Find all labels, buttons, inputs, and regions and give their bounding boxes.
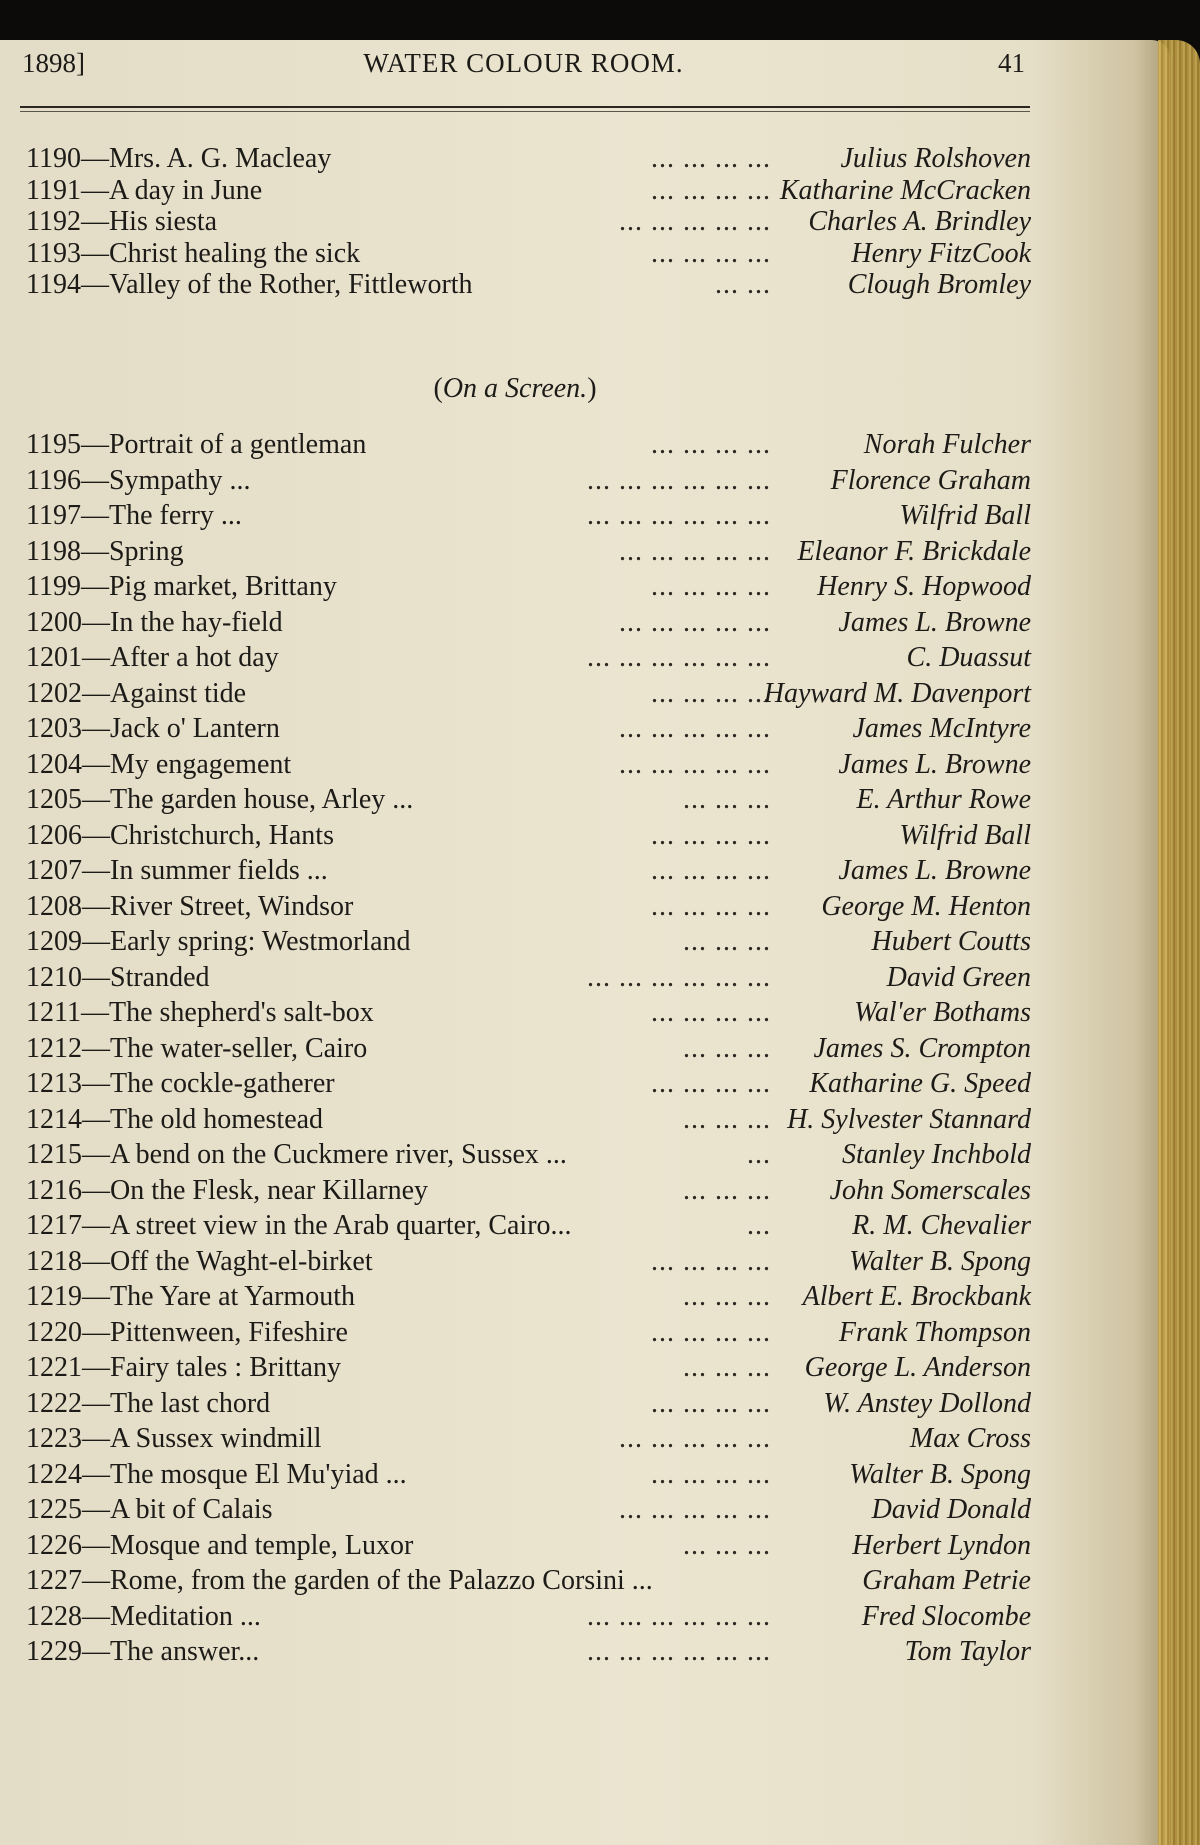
catalogue-entry [26,1386,1031,1422]
entry-artist: Fred Slocombe [861,1600,1031,1632]
leader-dots: ... ... ... ... [651,237,771,269]
entry-artist: Walter B. Spong [849,1245,1031,1277]
entry-title: 1210—Stranded [26,961,210,993]
catalogue-entry [26,1066,1031,1102]
entry-title: 1208—River Street, Windsor [26,890,354,922]
gilt-page-edge [1158,40,1200,1845]
entry-title: 1212—The water-seller, Cairo [26,1032,368,1064]
entry-artist: R. M. Chevalier [852,1210,1031,1241]
leader-dots: ... ... ... ... ... [619,713,771,744]
leader-dots: ... ... ... ... [651,819,771,851]
entry-artist: James L. Browne [838,748,1031,780]
entry-title: 1198—Spring [26,535,184,567]
running-header [22,48,1025,104]
leader-dots: ... ... ... ... ... ... [587,500,771,531]
entry-artist: Norah Fulcher [863,429,1031,460]
entry-title: 1209—Early spring: Westmorland [26,926,411,957]
catalogue-list-on-screen [26,427,1031,1670]
entry-artist: Albert E. Brockbank [802,1281,1031,1312]
leader-dots: ... ... ... ... [651,1458,771,1490]
entry-artist: Wilfrid Ball [899,500,1031,531]
leader-dots: ... ... ... ... [651,1316,771,1348]
catalogue-entry [26,206,1031,238]
subheading-open-paren: ( [433,373,443,404]
entry-artist: Herbert Lyndon [852,1529,1031,1561]
catalogue-entry [26,782,1031,818]
leader-dots: ... ... ... ... ... [619,206,771,237]
entry-title: 1190—Mrs. A. G. Macleay [26,143,332,174]
entry-title: 1223—A Sussex windmill [26,1423,322,1454]
leader-dots: ... ... [715,269,771,300]
entry-artist: W. Anstey Dollond [823,1387,1031,1419]
entry-title: 1196—Sympathy ... [26,464,251,496]
leader-dots: ... ... ... ... ... [619,1494,771,1525]
catalogue-entry [26,1208,1031,1244]
leader-dots: ... ... ... [683,1103,771,1135]
entry-title: 1207—In summer fields ... [26,855,328,886]
entry-artist: Henry FitzCook [851,237,1031,269]
leader-dots: ... ... ... ... ... ... [587,642,771,673]
subheading-text: On a Screen. [442,373,588,404]
entry-title: 1218—Off the Waght-el-birket [26,1245,373,1277]
header-year: 1898] [22,48,85,78]
leader-dots: ... ... ... ... [651,1068,771,1099]
entry-title: 1222—The last chord [26,1387,271,1419]
entry-title: 1214—The old homestead [26,1103,324,1135]
catalogue-entry [26,960,1031,996]
entry-title: 1199—Pig market, Brittany [26,571,337,602]
catalogue-entry [26,143,1031,175]
entry-title: 1229—The answer... [26,1636,260,1667]
catalogue-entry [26,853,1031,889]
catalogue-entry [26,1279,1031,1315]
leader-dots: ... ... ... ... [651,429,771,460]
header-title: WATER COLOUR ROOM. [363,48,684,78]
catalogue-entry [26,1244,1031,1280]
entry-artist: Wilfrid Ball [899,819,1031,851]
catalogue-entry [26,747,1031,783]
catalogue-entry [26,463,1031,499]
catalogue-entry [26,1137,1031,1173]
entry-artist: Katharine G. Speed [809,1068,1031,1099]
leader-dots: ... ... ... ... ... ... [587,961,771,993]
catalogue-entry [26,175,1031,207]
leader-dots: ... ... ... ... [651,1387,771,1419]
entry-title: 1215—A bend on the Cuckmere river, Sussex ... [26,1139,567,1170]
entry-title: 1193—Christ healing the sick [26,237,361,269]
entry-title: 1205—The garden house, Arley ... [26,784,414,815]
catalogue-entry [26,269,1031,301]
entry-artist: E. Arthur Rowe [856,784,1031,815]
catalogue-entry [26,711,1031,747]
catalogue-entry [26,1634,1031,1670]
catalogue-entry [26,534,1031,570]
entry-artist: Eleanor F. Brickdale [797,535,1031,567]
catalogue-entry [26,1421,1031,1457]
leader-dots: ... ... ... ... ... ... [587,1636,771,1667]
catalogue-entry [26,676,1031,712]
entry-title: 1195—Portrait of a gentleman [26,429,367,460]
entry-title: 1213—The cockle-gatherer [26,1068,335,1099]
entry-title: 1224—The mosque El Mu'yiad ... [26,1458,407,1490]
leader-dots: ... ... ... [683,784,771,815]
entry-artist: George L. Anderson [804,1352,1031,1383]
leader-dots: ... ... ... ... [651,1245,771,1277]
catalogue-entry [26,605,1031,641]
entry-artist: Stanley Inchbold [842,1139,1031,1170]
leader-dots: ... ... ... ... ... [619,748,771,780]
catalogue-entry [26,924,1031,960]
catalogue-entry [26,498,1031,534]
entry-artist: James S. Crompton [813,1032,1031,1064]
entry-artist: Katharine McCracken [779,174,1031,206]
leader-dots: ... ... ... ... ... [619,535,771,567]
leader-dots: ... ... ... ... [651,571,771,602]
entry-title: 1226—Mosque and temple, Luxor [26,1529,414,1561]
leader-dots: ... ... ... ... ... ... [587,464,771,496]
page-number: 41 [998,48,1025,78]
catalogue-entry [26,569,1031,605]
entry-title: 1206—Christchurch, Hants [26,819,334,851]
entry-artist: Henry S. Hopwood [817,571,1031,602]
catalogue-entry [26,995,1031,1031]
catalogue-entry [26,427,1031,463]
entry-artist: Max Cross [909,1423,1031,1454]
entry-artist: James L. Browne [838,855,1031,886]
leader-dots: ... ... ... [683,926,771,957]
entry-artist: James McIntyre [852,713,1031,744]
header-rule-thin [20,111,1030,112]
entry-artist: Hubert Coutts [871,926,1031,957]
entry-artist: H. Sylvester Stannard [787,1103,1031,1135]
entry-title: 1227—Rome, from the garden of the Palazzo Corsini ... [26,1565,653,1596]
entry-artist: Florence Graham [830,464,1031,496]
leader-dots: ... ... ... ... [651,890,771,922]
catalogue-entry [26,1315,1031,1351]
entry-artist: Graham Petrie [862,1565,1031,1596]
leader-dots: ... ... ... [683,1529,771,1561]
catalogue-entry [26,1563,1031,1599]
entry-title: 1201—After a hot day [26,642,279,673]
entry-artist: Julius Rolshoven [840,143,1031,174]
entry-title: 1204—My engagement [26,748,292,780]
entry-artist: Tom Taylor [904,1636,1031,1667]
entry-title: 1221—Fairy tales : Brittany [26,1352,341,1383]
entry-artist: James L. Browne [838,606,1031,638]
entry-title: 1200—In the hay-field [26,606,283,638]
entry-title: 1203—Jack o' Lantern [26,713,280,744]
entry-title: 1228—Meditation ... [26,1600,261,1632]
catalogue-entry [26,238,1031,270]
leader-dots: ... ... ... ... ... ... [587,1600,771,1632]
entry-artist: C. Duassut [906,642,1031,673]
entry-artist: David Green [886,961,1031,993]
entry-artist: David Donald [871,1494,1031,1525]
catalogue-entry [26,1350,1031,1386]
subheading-close-paren: ) [587,373,597,404]
entry-artist: Clough Bromley [847,269,1031,300]
catalogue-entry [26,1528,1031,1564]
leader-dots: ... ... ... ... ... [619,1423,771,1454]
entry-artist: Frank Thompson [838,1316,1031,1348]
leader-dots: ... ... ... ... [651,677,771,709]
catalogue-entry [26,818,1031,854]
leader-dots: ... ... ... [683,1032,771,1064]
entry-artist: Hayward M. Davenport [763,677,1031,709]
catalogue-entry [26,640,1031,676]
entry-title: 1192—His siesta [26,206,218,237]
entry-artist: John Somerscales [829,1174,1031,1206]
catalogue-entry [26,1457,1031,1493]
leader-dots: ... ... ... ... ... [619,606,771,638]
entry-artist: George M. Henton [821,890,1031,922]
entry-title: 1225—A bit of Calais [26,1494,273,1525]
leader-dots: ... [747,1139,771,1170]
catalogue-entry [26,1102,1031,1138]
entry-title: 1202—Against tide [26,677,247,709]
leader-dots: ... ... ... ... [651,997,771,1028]
entry-title: 1191—A day in June [26,174,263,206]
entry-artist: Walter B. Spong [849,1458,1031,1490]
entry-artist: Wal'er Bothams [854,997,1031,1028]
catalogue-entry [26,889,1031,925]
leader-dots: ... ... ... ... [651,855,771,886]
leader-dots: ... ... ... ... [651,143,771,174]
catalogue-list-before-screen [26,143,1031,301]
leader-dots: ... [747,1210,771,1241]
entry-title: 1217—A street view in the Arab quarter, Cairo... [26,1210,572,1241]
entry-title: 1219—The Yare at Yarmouth [26,1281,355,1312]
leader-dots: ... ... ... ... [651,174,771,206]
leader-dots: ... ... ... [683,1352,771,1383]
catalogue-entry [26,1173,1031,1209]
leader-dots: ... ... ... [683,1281,771,1312]
header-rule [20,106,1030,108]
catalogue-entry [26,1599,1031,1635]
entry-title: 1216—On the Flesk, near Killarney [26,1174,429,1206]
catalogue-entry [26,1031,1031,1067]
section-subheading [0,373,1030,405]
entry-title: 1211—The shepherd's salt-box [26,997,374,1028]
entry-title: 1220—Pittenween, Fifeshire [26,1316,348,1348]
entry-title: 1194—Valley of the Rother, Fittleworth [26,269,473,300]
entry-artist: Charles A. Brindley [808,206,1031,237]
leader-dots: ... ... ... [683,1174,771,1206]
catalogue-entry [26,1492,1031,1528]
entry-title: 1197—The ferry ... [26,500,242,531]
